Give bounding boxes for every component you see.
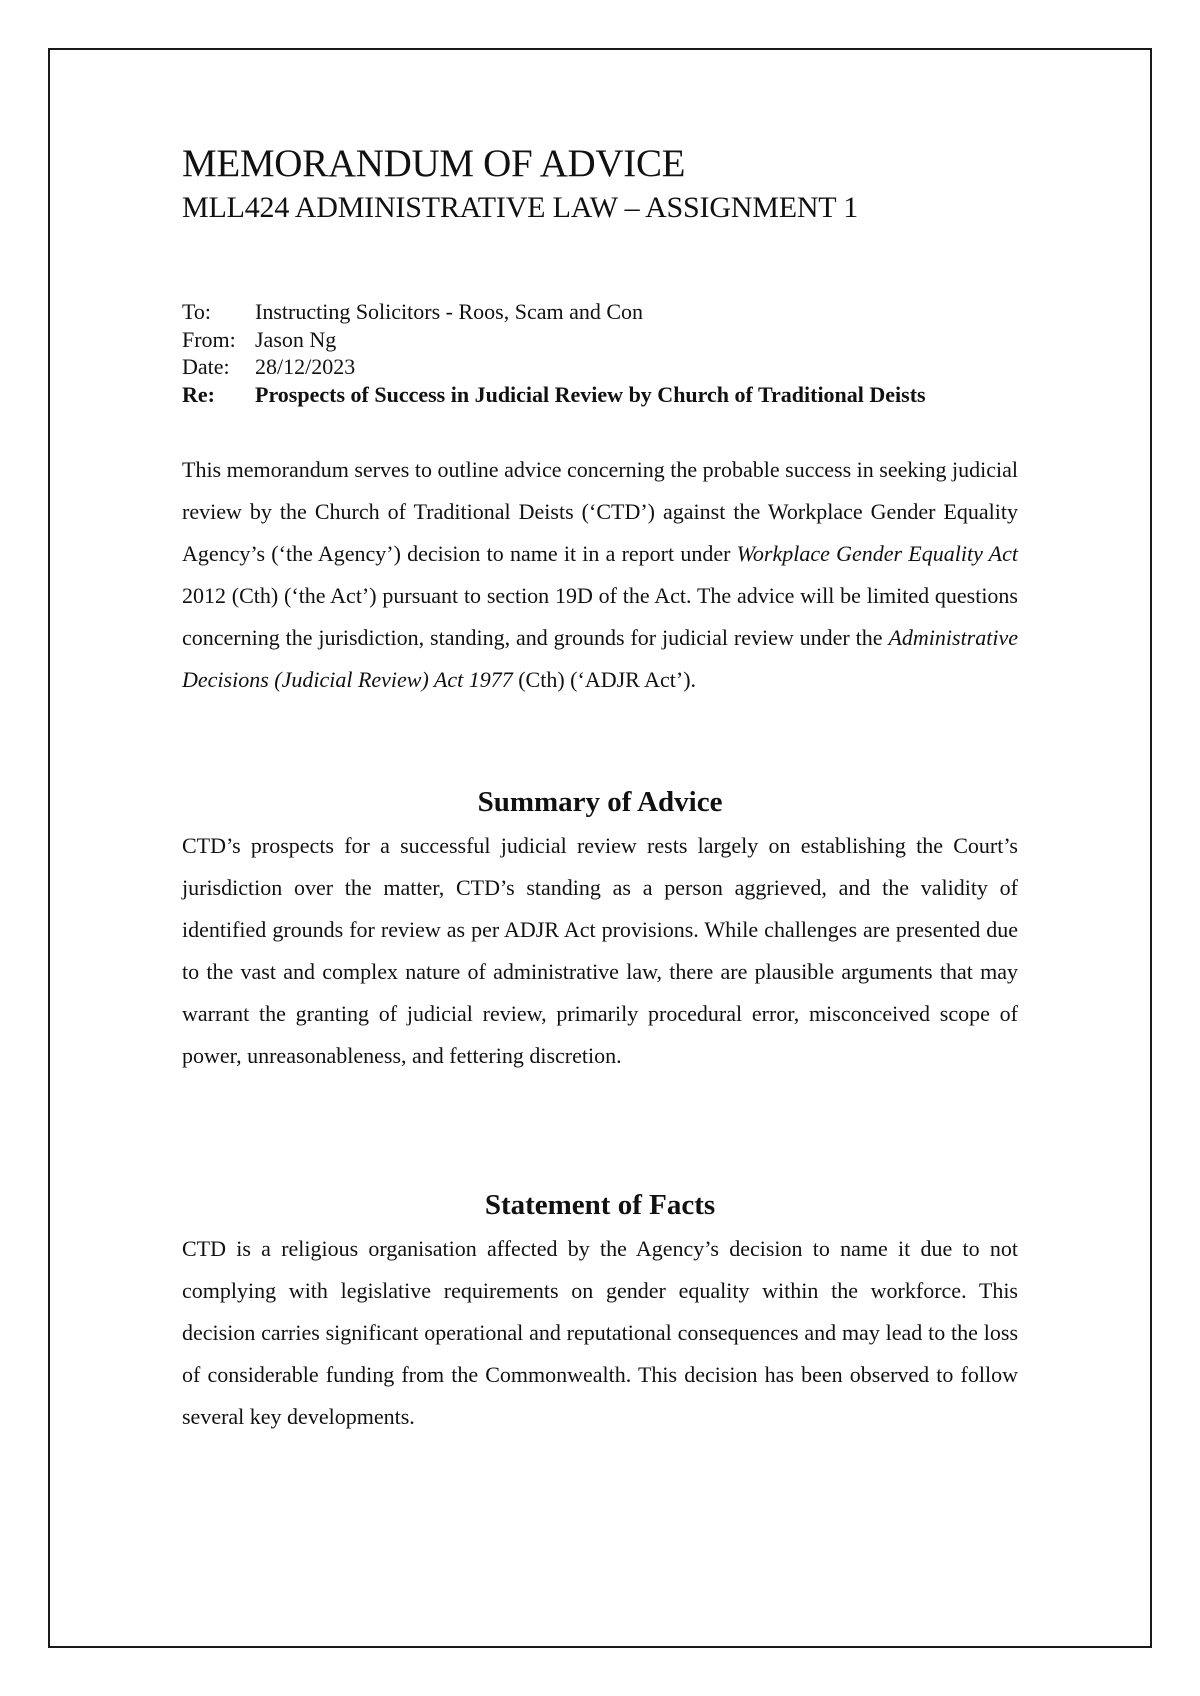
date-value: 28/12/2023 xyxy=(255,354,356,379)
memo-title: MEMORANDUM OF ADVICE xyxy=(182,142,686,185)
re-row xyxy=(182,381,1018,409)
re-label: Re: xyxy=(182,381,215,407)
from-value: Jason Ng xyxy=(255,326,337,352)
from-row xyxy=(182,326,1018,354)
to-label: To: xyxy=(182,299,212,324)
facts-heading: Statement of Facts xyxy=(484,1189,716,1221)
summary-paragraph: CTD’s prospects for a successful judicial review rests largely on establishing the Court’s jurisdiction over the matter, CTD’s standing as a person aggrieved, and the validity of identified grounds for review as per ADJR Act provisions. While challenges are presented due to the vast and complex nature of administrative law, there are plausible arguments that may warrant the granting of judicial review, primarily procedural error, misconceived scope of power, unreasonableness, and fettering discretion. xyxy=(182,833,1018,1068)
from-label: From: xyxy=(182,326,236,352)
intro-text-1: This memorandum serves to outline advice concerning the probable success in seeking judicial review by the Church of Traditional Deists (‘CTD’) against the Workplace Gender Equality Agency’s (‘the Agency’) decision to name it in a report under xyxy=(182,457,1018,566)
to-row xyxy=(182,298,1018,326)
intro-text-2: 2012 (Cth) (‘the Act’) pursuant to section 19D of the Act. The advice will be limited questions concerning the jurisdiction, standing, and grounds for judicial review under the xyxy=(182,583,1018,650)
act-title-wge: Workplace Gender Equality Act xyxy=(736,541,1018,566)
memo-header-fields xyxy=(182,298,1018,408)
re-value: Prospects of Success in Judicial Review by Church of Traditional Deists xyxy=(255,381,926,407)
to-value: Instructing Solicitors - Roos, Scam and Con xyxy=(255,299,644,324)
facts-paragraph: CTD is a religious organisation affected by the Agency’s decision to name it due to not complying with legislative requirements on gender equality within the workforce. This decision carries significant operational and reputational consequences and may lead to the loss of considerable funding from the Commonwealth. This decision has been observed to follow several key developments. xyxy=(182,1236,1018,1429)
date-label: Date: xyxy=(182,354,230,379)
intro-text-3: (Cth) (‘ADJR Act’). xyxy=(512,667,697,692)
summary-heading: Summary of Advice xyxy=(477,786,723,818)
memo-document xyxy=(182,140,1018,1438)
intro-paragraph xyxy=(182,449,1018,701)
date-row xyxy=(182,353,1018,381)
memo-subtitle: MLL424 ADMINISTRATIVE LAW – ASSIGNMENT 1 xyxy=(182,191,858,224)
act-title-adjr: Administrative Decisions (Judicial Review) Act 1977 xyxy=(182,625,1018,692)
